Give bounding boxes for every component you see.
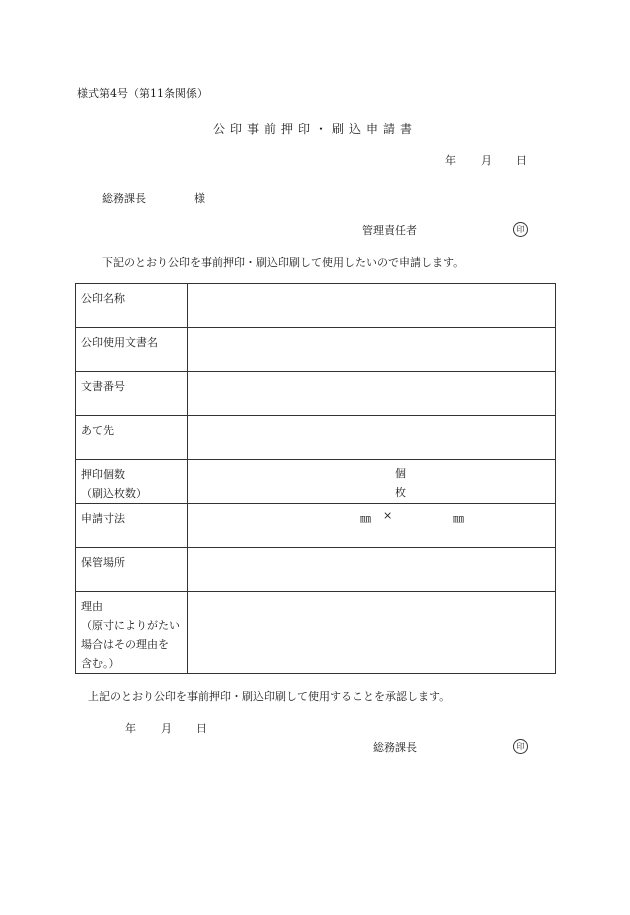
application-table (75, 283, 556, 674)
unit-mm-width: ㎜ (360, 512, 371, 525)
table-row (76, 504, 556, 548)
seal-name-label: 公印名称 (76, 284, 188, 328)
document-title: 公印事前押印・刷込申請書 (212, 122, 417, 136)
document-number-label: 文書番号 (76, 372, 188, 416)
reason-label-line1: 理由 (81, 600, 103, 613)
approval-statement: 上記のとおり公印を事前押印・刷込印刷して使用することを承認します。 (88, 690, 451, 703)
table-row (76, 372, 556, 416)
storage-location-label: 保管場所 (76, 548, 188, 592)
reason-label-line2: （原寸によりがたい (81, 619, 180, 632)
date-month-label: 月 (481, 154, 492, 167)
addressee-honorific: 様 (194, 192, 205, 205)
table-row (76, 328, 556, 372)
reason-field[interactable] (188, 592, 556, 674)
table-row (76, 460, 556, 504)
stamp-count-label (76, 460, 188, 504)
table-row (76, 548, 556, 592)
unit-mm-height: ㎜ (453, 512, 464, 525)
unit-pieces: 個 (395, 467, 406, 480)
request-statement: 下記のとおり公印を事前押印・刷込印刷して使用したいので申請します。 (102, 256, 465, 269)
recipient-field[interactable] (188, 416, 556, 460)
storage-location-field[interactable] (188, 548, 556, 592)
seal-mark: 印 (513, 739, 528, 754)
table-row (76, 592, 556, 674)
size-field[interactable] (188, 504, 556, 548)
unit-sheets: 枚 (395, 486, 406, 499)
recipient-label: あて先 (76, 416, 188, 460)
table-row (76, 284, 556, 328)
reason-label-line4: 含む。） (81, 657, 120, 670)
manager-label: 管理責任者 (362, 224, 417, 237)
reason-label (76, 592, 188, 674)
stamp-count-label-line1: 押印個数 (81, 468, 125, 481)
addressee-name: 総務課長 (102, 192, 146, 205)
approval-year-label: 年 (125, 722, 136, 735)
document-number-field[interactable] (188, 372, 556, 416)
approval-month-label: 月 (161, 722, 172, 735)
date-year-label: 年 (445, 154, 456, 167)
table-row (76, 416, 556, 460)
seal-mark: 印 (513, 222, 528, 237)
stamp-count-field[interactable] (188, 460, 556, 504)
document-name-label: 公印使用文書名 (76, 328, 188, 372)
date-day-label: 日 (516, 154, 527, 167)
approval-day-label: 日 (196, 722, 207, 735)
addressee (102, 190, 205, 206)
seal-name-field[interactable] (188, 284, 556, 328)
document-name-field[interactable] (188, 328, 556, 372)
approver-label: 総務課長 (373, 741, 417, 754)
reason-label-line3: 場合はその理由を (81, 638, 169, 651)
form-number: 様式第4号（第11条関係） (77, 87, 208, 100)
times-sign: × (383, 509, 393, 522)
stamp-count-label-line2: （刷込枚数） (81, 487, 147, 500)
size-label: 申請寸法 (76, 504, 188, 548)
